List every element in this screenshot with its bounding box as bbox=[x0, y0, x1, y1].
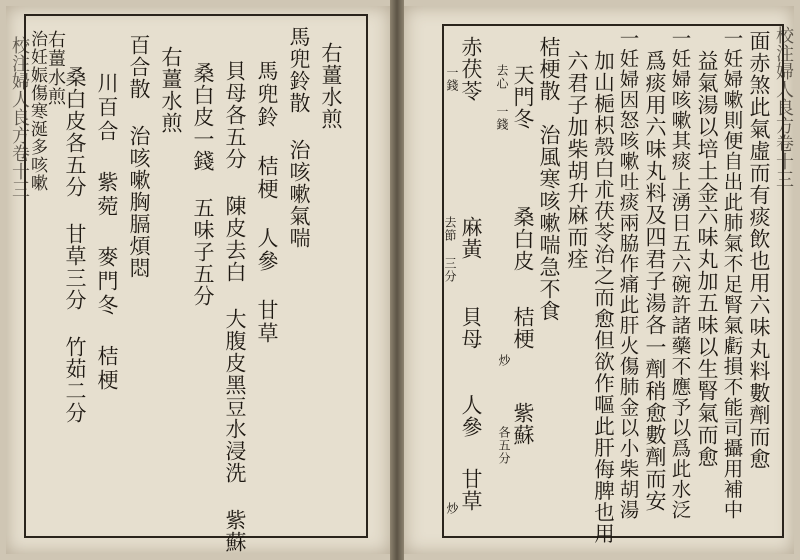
text-column: 一妊婦因怒咳嗽吐痰兩脇作痛此肝火傷肺金以小柴胡湯 bbox=[616, 28, 640, 520]
herb-dose: 去心 一錢 bbox=[495, 64, 509, 131]
herb-dose: 去節 三分 bbox=[443, 216, 457, 283]
text-column: 面赤煞此氣虛而有痰飲也用六味丸料數劑而愈 bbox=[747, 30, 771, 470]
herb-dose: 炒 bbox=[497, 354, 511, 367]
text-column: 馬兜鈴 桔梗 人參 甘草 bbox=[255, 60, 279, 345]
text-column: 右薑水煎 bbox=[159, 46, 183, 134]
text-column: 百合散 治咳嗽胸膈煩悶 bbox=[127, 34, 151, 279]
text-column: 治妊娠傷寒涎多咳嗽 bbox=[27, 30, 47, 192]
text-column: 六君子加柴胡升麻而痊 bbox=[565, 50, 589, 270]
herb-name: 麻黃 bbox=[459, 216, 483, 260]
right-page bbox=[404, 6, 794, 554]
text-column: 貝母各五分 陳皮去白 大腹皮黑豆水浸洗 紫蘇 bbox=[223, 60, 247, 553]
text-column: 加山梔枳殼白朮茯苓治之而愈但欲作嘔此肝侮脾也用 bbox=[590, 50, 615, 545]
text-column: 桑白皮各五分 甘草三分 竹茹二分 bbox=[63, 66, 87, 424]
formula-title: 桔梗散 bbox=[537, 36, 561, 102]
text-column: 爲痰用六味丸料及四君子湯各一劑稍愈數劑而安 bbox=[643, 50, 667, 512]
herb-name: 貝母 bbox=[459, 306, 483, 350]
herb-name: 桔梗 bbox=[511, 306, 535, 350]
text-column: 桑白皮一錢 五味子五分 bbox=[191, 62, 215, 307]
book-gutter bbox=[390, 0, 404, 560]
herb-name: 紫蘇 bbox=[511, 402, 535, 446]
right-page-edge-text: 校注婦人良方卷十三 bbox=[773, 26, 794, 188]
text-column: 一妊婦咳嗽其痰上湧日五六碗許諸藥不應予以爲此水泛 bbox=[668, 28, 692, 520]
herb-name: 人參 bbox=[459, 394, 483, 438]
herb-name: 天門冬 bbox=[511, 64, 535, 130]
left-page-edge-text: 校注婦人良方卷十三 bbox=[9, 36, 30, 198]
herb-dose: 一錢 bbox=[445, 66, 459, 92]
text-column: 馬兜鈴散 治咳嗽氣喘 bbox=[287, 26, 311, 249]
herb-dose: 炒 bbox=[445, 502, 459, 515]
herb-name: 甘草 bbox=[459, 468, 483, 512]
text-column: 川百合 紫菀 麥門冬 桔梗 bbox=[95, 72, 119, 393]
text-column: 一妊婦嗽則便自出此肺氣不足腎氣虧損不能司攝用補中 bbox=[720, 28, 744, 520]
text-column: 右薑水煎 bbox=[319, 42, 343, 130]
text-column: 右薑水煎 bbox=[45, 30, 66, 106]
text-column: 益氣湯以培土金六味丸加五味以生腎氣而愈 bbox=[695, 50, 719, 468]
formula-indication: 治風寒咳嗽喘急不食 bbox=[537, 124, 561, 322]
left-page bbox=[6, 6, 390, 554]
herb-name: 桑白皮 bbox=[511, 206, 535, 272]
herb-dose: 各五分 bbox=[497, 426, 511, 465]
herb-name: 赤茯苓 bbox=[459, 36, 483, 102]
